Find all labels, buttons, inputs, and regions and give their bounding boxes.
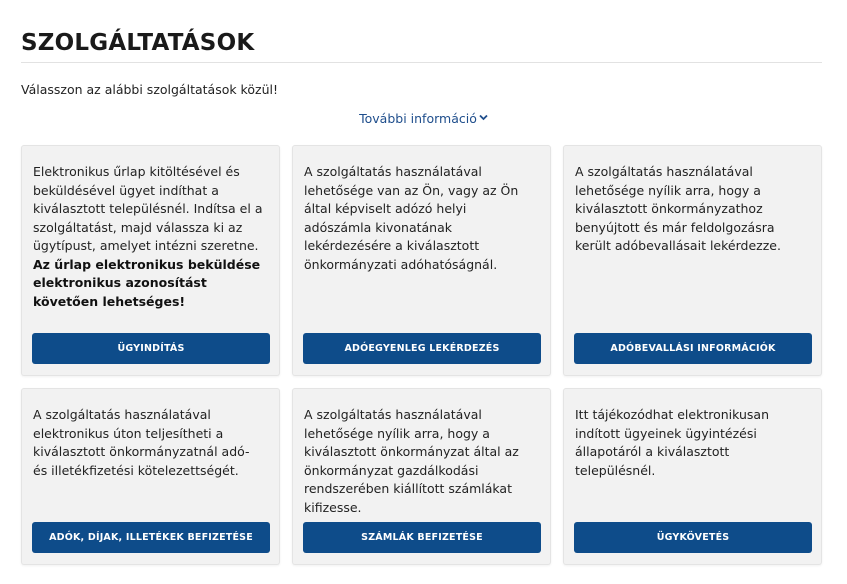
card-description-emphasis: Az űrlap elektronikus beküldése elektronikus azonosítást követően lehetséges! [33, 256, 261, 309]
page-title: SZOLGÁLTATÁSOK [21, 30, 255, 56]
ugykovetes-button[interactable]: ÜGYKÖVETÉS [574, 522, 812, 553]
intro-text: Válasszon az alábbi szolgáltatások közül! [21, 82, 278, 97]
services-grid [21, 145, 822, 565]
card-description: A szolgáltatás használatával elektronikus úton teljesítheti a kiválasztott önkormányzatnál adó- és illetékfizetési kötelezettségét. [33, 407, 250, 478]
service-card-adobevallasi [563, 145, 822, 376]
adobevallasi-informaciok-button[interactable]: ADÓBEVALLÁSI INFORMÁCIÓK [574, 333, 812, 364]
card-description: A szolgáltatás használatával lehetősége nyílik arra, hogy a kiválasztott önkormányzathoz benyújtott és már feldolgozásra került adóbevallásait lekérdezze. [575, 164, 781, 253]
card-description: A szolgáltatás használatával lehetősége van az Ön, vagy az Ön által képviselt adózó helyi adószámla kivonatának lekérdezésére a kiválasztott önkormányzati adóhatóságnál. [304, 164, 519, 272]
more-info-label: További információ [359, 111, 477, 126]
adok-dijak-illetekek-befizetese-button[interactable]: ADÓK, DÍJAK, ILLETÉKEK BEFIZETÉSE [32, 522, 270, 553]
chevron-down-icon [479, 114, 488, 125]
ugyinditas-button[interactable]: ÜGYINDÍTÁS [32, 333, 270, 364]
title-divider [21, 62, 822, 63]
more-info-link[interactable] [0, 111, 847, 126]
service-card-szamlak [292, 388, 551, 565]
service-card-ugykovetes [563, 388, 822, 565]
service-card-ugyinditas [21, 145, 280, 376]
szamlak-befizetese-button[interactable]: SZÁMLÁK BEFIZETÉSE [303, 522, 541, 553]
card-description: Itt tájékozódhat elektronikusan indított ügyeinek ügyintézési állapotáról a kiválasztott településnél. [575, 407, 770, 478]
card-description-text: Elektronikus űrlap kitöltésével és beküldésével ügyet indíthat a kiválasztott településnél. Indítsa el a szolgáltatást, majd válassza ki az ügytípust, amelyet intézni szeretne. [33, 164, 263, 253]
adoegyenleg-lekerdezes-button[interactable]: ADÓEGYENLEG LEKÉRDEZÉS [303, 333, 541, 364]
service-card-befizetes [21, 388, 280, 565]
card-description [33, 163, 265, 311]
service-card-adoegyenleg [292, 145, 551, 376]
card-description: A szolgáltatás használatával lehetősége nyílik arra, hogy a kiválasztott önkormányzat által az önkormányzat gazdálkodási rendszerében kiállított számlákat kifizesse. [304, 407, 519, 515]
